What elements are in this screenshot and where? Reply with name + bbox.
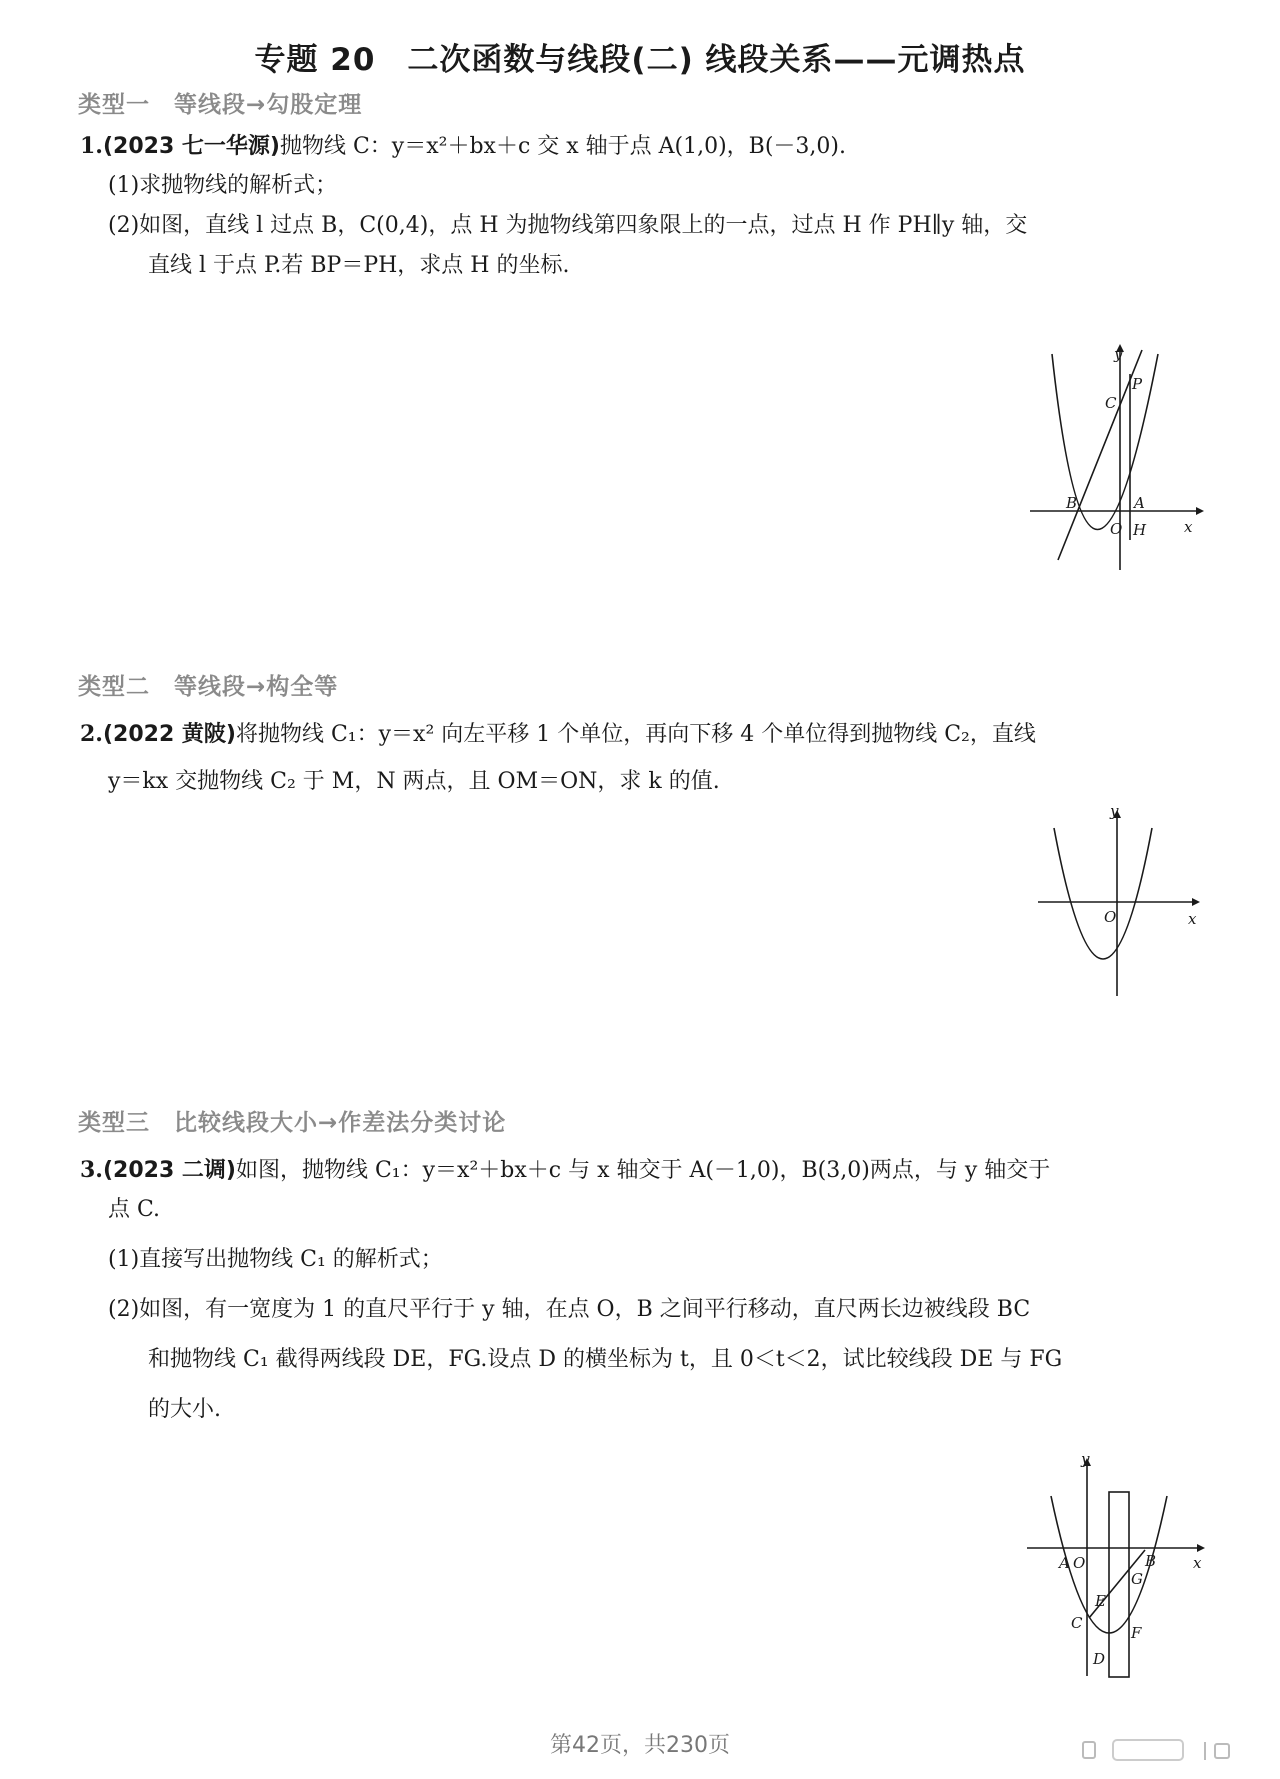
question-2-line-1 (80, 714, 1210, 755)
x-label: x (1193, 1554, 1202, 1572)
question-number: 1. (80, 133, 103, 159)
x-label: x (1184, 518, 1193, 536)
question-3-line-6: 的大小. (148, 1397, 221, 1422)
section-heading-2: 类型二 等线段→构全等 (78, 674, 339, 700)
page-number: 第42页，共230页 (550, 1733, 730, 1758)
question-2-line-2: y＝kx 交抛物线 C₂ 于 M，N 两点，且 OM＝ON，求 k 的值. (108, 769, 720, 794)
question-3-line-2: 点 C. (108, 1197, 161, 1222)
question-source: (2023 二调) (102, 1158, 236, 1183)
question-1-line-2: (1)求抛物线的解析式； (108, 173, 338, 198)
question-1-line-4: 直线 l 于点 P.若 BP＝PH，求点 H 的坐标. (148, 253, 570, 278)
question-text: 抛物线 C：y＝x²＋bx＋c 交 x 轴于点 A(1,0)，B(－3,0). (279, 134, 846, 159)
viewer-toolbar-icon[interactable] (1055, 1736, 1255, 1766)
point-B-label: B (1066, 494, 1078, 512)
question-number: 3. (80, 1157, 103, 1183)
question-3-line-5: 和抛物线 C₁ 截得两线段 DE，FG.设点 D 的横坐标为 t，且 0＜t＜2，试比较线段 DE 与 FG (148, 1347, 1063, 1372)
point-A-label: A (1059, 1554, 1070, 1572)
point-D-label: D (1093, 1650, 1106, 1668)
point-E-label: E (1095, 1592, 1106, 1610)
point-H-label: H (1133, 521, 1147, 539)
question-text: 将抛物线 C₁：y＝x² 向左平移 1 个单位，再向下移 4 个单位得到抛物线 C₂，直线 (235, 722, 1036, 747)
origin-label: O (1110, 520, 1123, 538)
question-text: 如图，抛物线 C₁：y＝x²＋bx＋c 与 x 轴交于 A(－1,0)，B(3,0)两点，与 y 轴交于 (235, 1158, 1051, 1183)
question-3-line-3: (1)直接写出抛物线 C₁ 的解析式； (108, 1247, 443, 1272)
figure-2 (1030, 800, 1210, 1000)
origin-label: O (1104, 908, 1117, 926)
figure-3 (1015, 1450, 1215, 1680)
y-label: y (1110, 802, 1119, 820)
point-F-label: F (1131, 1624, 1142, 1642)
parabola-C2 (1054, 828, 1152, 959)
question-source: (2023 七一华源) (102, 134, 280, 159)
point-G-label: G (1131, 1570, 1143, 1588)
ruler (1109, 1492, 1129, 1677)
point-A-label: A (1134, 494, 1145, 512)
question-number: 2. (80, 721, 103, 747)
point-C-label: C (1071, 1614, 1083, 1632)
section-heading-1: 类型一 等线段→勾股定理 (78, 92, 363, 118)
y-label: y (1114, 345, 1123, 363)
point-P-label: P (1132, 375, 1143, 393)
question-3-line-4: (2)如图，有一宽度为 1 的直尺平行于 y 轴，在点 O，B 之间平行移动，直尺两长边被线段 BC (108, 1297, 1031, 1322)
page-title: 专题 20 二次函数与线段(二) 线段关系——元调热点 (254, 42, 1026, 78)
question-1-line-3: (2)如图，直线 l 过点 B，C(0,4)，点 H 为抛物线第四象限上的一点，过点 H 作 PH∥y 轴，交 (108, 213, 1028, 238)
x-label: x (1188, 910, 1197, 928)
question-1-line-1 (80, 126, 1210, 167)
origin-label: O (1073, 1554, 1086, 1572)
question-source: (2022 黄陂) (102, 722, 236, 747)
section-heading-3: 类型三 比较线段大小→作差法分类讨论 (78, 1110, 507, 1136)
point-B-label: B (1145, 1552, 1157, 1570)
figure-1 (1020, 340, 1210, 580)
y-label: y (1081, 1450, 1090, 1468)
question-3-line-1 (80, 1150, 1210, 1191)
point-C-label: C (1105, 394, 1117, 412)
